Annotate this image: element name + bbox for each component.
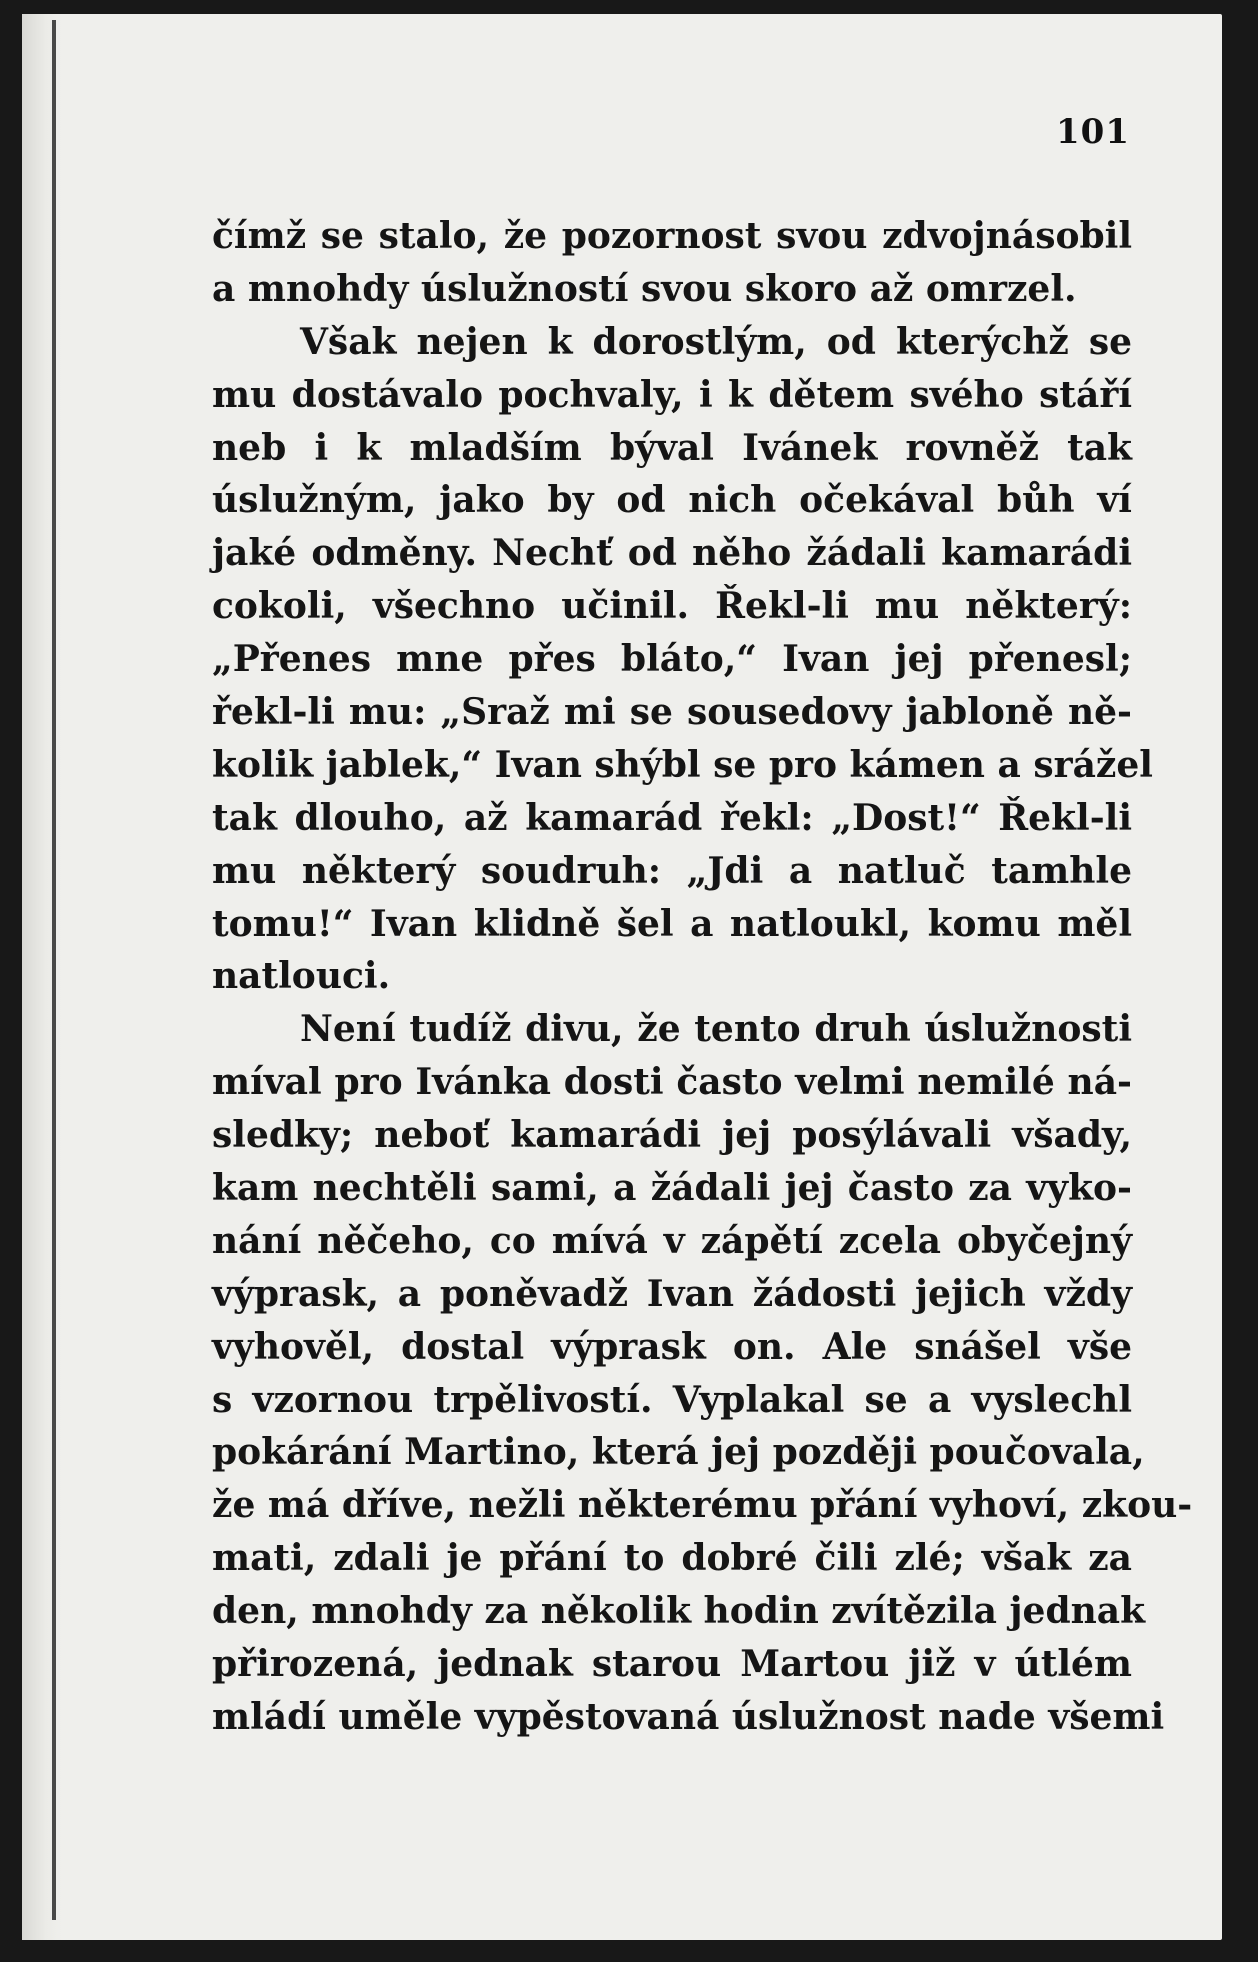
text-line: cokoli, všechno učinil. Řekl-li mu některý: bbox=[212, 585, 1132, 628]
page-number: 101 bbox=[1056, 112, 1130, 152]
page-binding-edge bbox=[52, 20, 56, 1920]
text-line: čímž se stalo, že pozornost svou zdvojnásobil bbox=[212, 215, 1132, 257]
text-line: přirozená, jednak starou Martou již v útlém bbox=[212, 1643, 1132, 1686]
text-line: kam nechtěli sami, a žádali jej často za vyko- bbox=[212, 1167, 1132, 1210]
text-line: vyhověl, dostal výprask on. Ale snášel vše bbox=[212, 1325, 1132, 1368]
text-line: mati, zdali je přání to dobré čili zlé; však za bbox=[212, 1537, 1132, 1580]
text-line: den, mnohdy za několik hodin zvítězila jednak bbox=[212, 1590, 1146, 1633]
text-line: mu dostávalo pochvaly, i k dětem svého stáří bbox=[212, 373, 1132, 416]
text-line: mládí uměle vypěstovaná úslužnost nade všemi bbox=[212, 1695, 1165, 1738]
text-line: nání něčeho, co mívá v zápětí zcela obyčejný bbox=[212, 1219, 1132, 1262]
text-line: tak dlouho, až kamarád řekl: „Dost!“ Řekl-li bbox=[212, 796, 1132, 839]
text-line: výprask, a poněvadž Ivan žádosti jejich vždy bbox=[212, 1272, 1132, 1315]
text-line: jaké odměny. Nechť od něho žádali kamarádi bbox=[212, 532, 1132, 575]
text-line: natlouci. bbox=[212, 955, 391, 998]
text-line: s vzornou trpělivostí. Vyplakal se a vyslechl bbox=[212, 1378, 1132, 1421]
text-line: a mnohdy úslužností svou skoro až omrzel. bbox=[212, 267, 1077, 310]
text-line: Není tudíž divu, že tento druh úslužnosti bbox=[300, 1008, 1132, 1051]
text-line: řekl-li mu: „Sraž mi se sousedovy jabloně ně- bbox=[212, 691, 1132, 734]
text-line: „Přenes mne přes bláto,“ Ivan jej přenesl; bbox=[212, 638, 1132, 681]
text-line: Však nejen k dorostlým, od kterýchž se bbox=[300, 320, 1132, 363]
text-line: kolik jablek,“ Ivan shýbl se pro kámen a srážel bbox=[212, 743, 1153, 786]
page-binding-shadow bbox=[22, 14, 62, 1940]
text-line: mu některý soudruh: „Jdi a natluč tamhle bbox=[212, 849, 1132, 892]
text-line: že má dříve, nežli některému přání vyhoví, zkou- bbox=[212, 1484, 1193, 1527]
text-line: úslužným, jako by od nich očekával bůh ví bbox=[212, 479, 1132, 522]
text-line: míval pro Ivánka dosti často velmi nemilé ná- bbox=[212, 1061, 1132, 1104]
text-line: tomu!“ Ivan klidně šel a natloukl, komu měl bbox=[212, 902, 1132, 945]
body-text bbox=[212, 210, 1193, 1744]
text-line: sledky; neboť kamarádi jej posýlávali všady, bbox=[212, 1114, 1132, 1157]
text-line: pokárání Martino, která jej později poučovala, bbox=[212, 1431, 1145, 1474]
text-line: neb i k mladším býval Ivánek rovněž tak bbox=[212, 426, 1132, 469]
